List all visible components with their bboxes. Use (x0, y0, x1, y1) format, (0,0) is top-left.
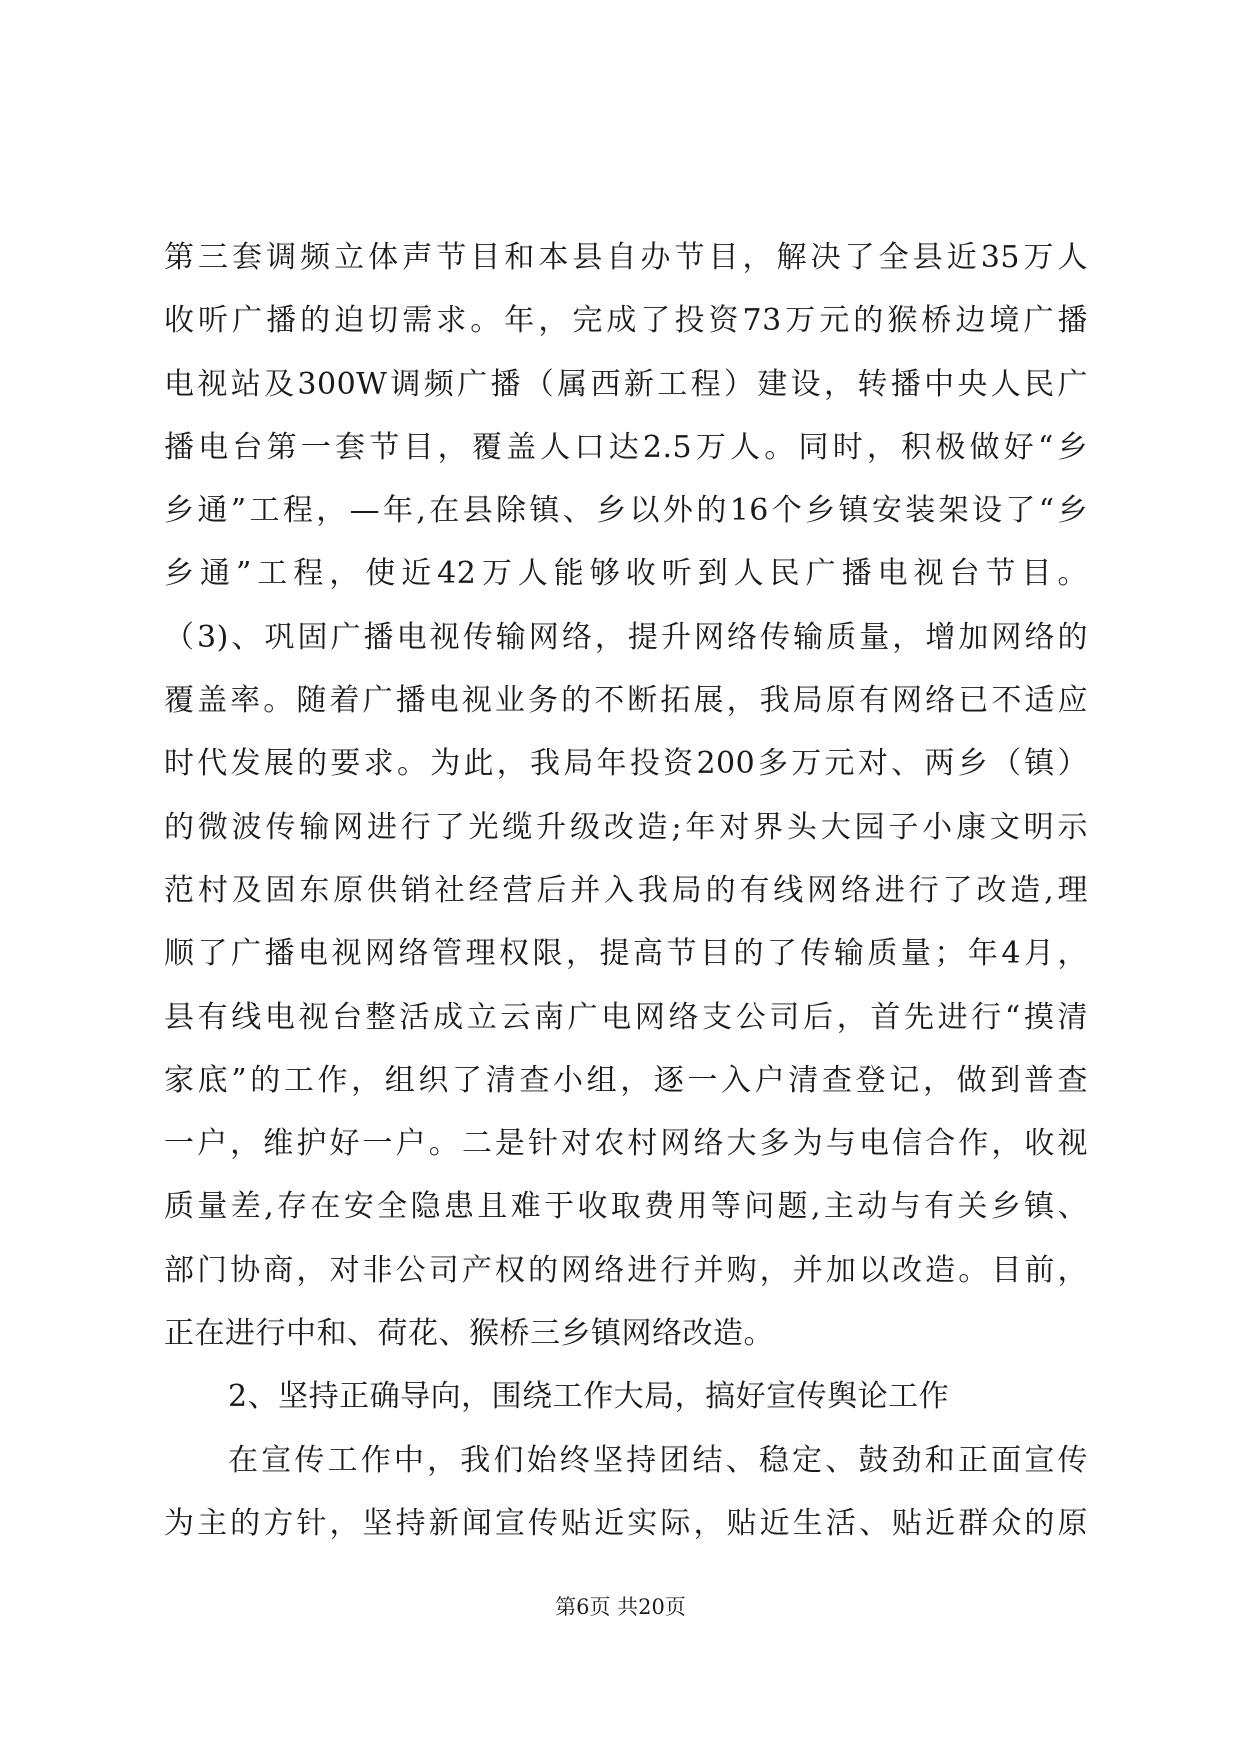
section-heading: 2、坚持正确导向，围绕工作大局，搞好宣传舆论工作 (228, 1379, 950, 1415)
text-line: 家底”的工作，组织了清查小组，逐一入户清查登记，做到普查 (164, 1062, 1088, 1098)
body-text (164, 226, 1088, 1555)
text-line: 播电台第一套节目，覆盖人口达2.5万人。同时，积极做好“乡 (164, 429, 1088, 465)
text-line: 电视站及300W调频广播（属西新工程）建设，转播中央人民广 (164, 366, 1088, 402)
text-line: 第三套调频立体声节目和本县自办节目，解决了全县近35万人 (164, 240, 1088, 275)
text-line: 部门协商，对非公司产权的网络进行并购，并加以改造。目前， (164, 1252, 1088, 1288)
text-line: 在宣传工作中，我们始终坚持团结、稳定、鼓劲和正面宣传 (228, 1442, 1088, 1478)
text-line: 范村及固东原供销社经营后并入我局的有线网络进行了改造,理 (164, 872, 1088, 908)
text-line: 为主的方针，坚持新闻宣传贴近实际，贴近生活、贴近群众的原 (164, 1505, 1088, 1541)
text-line: 质量差,存在安全隐患且难于收取费用等问题,主动与有关乡镇、 (164, 1189, 1088, 1225)
text-line: 顺了广播电视网络管理权限，提高节目的了传输质量；年4月， (164, 936, 1088, 972)
text-line: 乡通”工程，使近42万人能够收听到人民广播电视台节目。 (164, 556, 1088, 592)
text-line: 县有线电视台整活成立云南广电网络支公司后，首先进行“摸清 (164, 999, 1088, 1035)
text-line: 正在进行中和、荷花、猴桥三乡镇网络改造。 (164, 1316, 774, 1352)
text-line: 覆盖率。随着广播电视业务的不断拓展，我局原有网络已不适应 (164, 683, 1088, 719)
text-line: 的微波传输网进行了光缆升级改造;年对界头大园子小康文明示 (164, 809, 1088, 845)
text-line: （3)、巩固广播电视传输网络，提升网络传输质量，增加网络的 (164, 619, 1088, 655)
text-line: 乡通”工程，—年,在县除镇、乡以外的16个乡镇安装架设了“乡 (164, 493, 1088, 529)
text-line: 时代发展的要求。为此，我局年投资200多万元对、两乡（镇） (164, 746, 1088, 782)
text-line: 一户，维护好一户。二是针对农村网络大多为与电信合作，收视 (164, 1126, 1088, 1162)
page-number-footer: 第6页 共20页 (555, 1595, 686, 1619)
text-line: 收听广播的迫切需求。年，完成了投资73万元的猴桥边境广播 (164, 303, 1088, 339)
